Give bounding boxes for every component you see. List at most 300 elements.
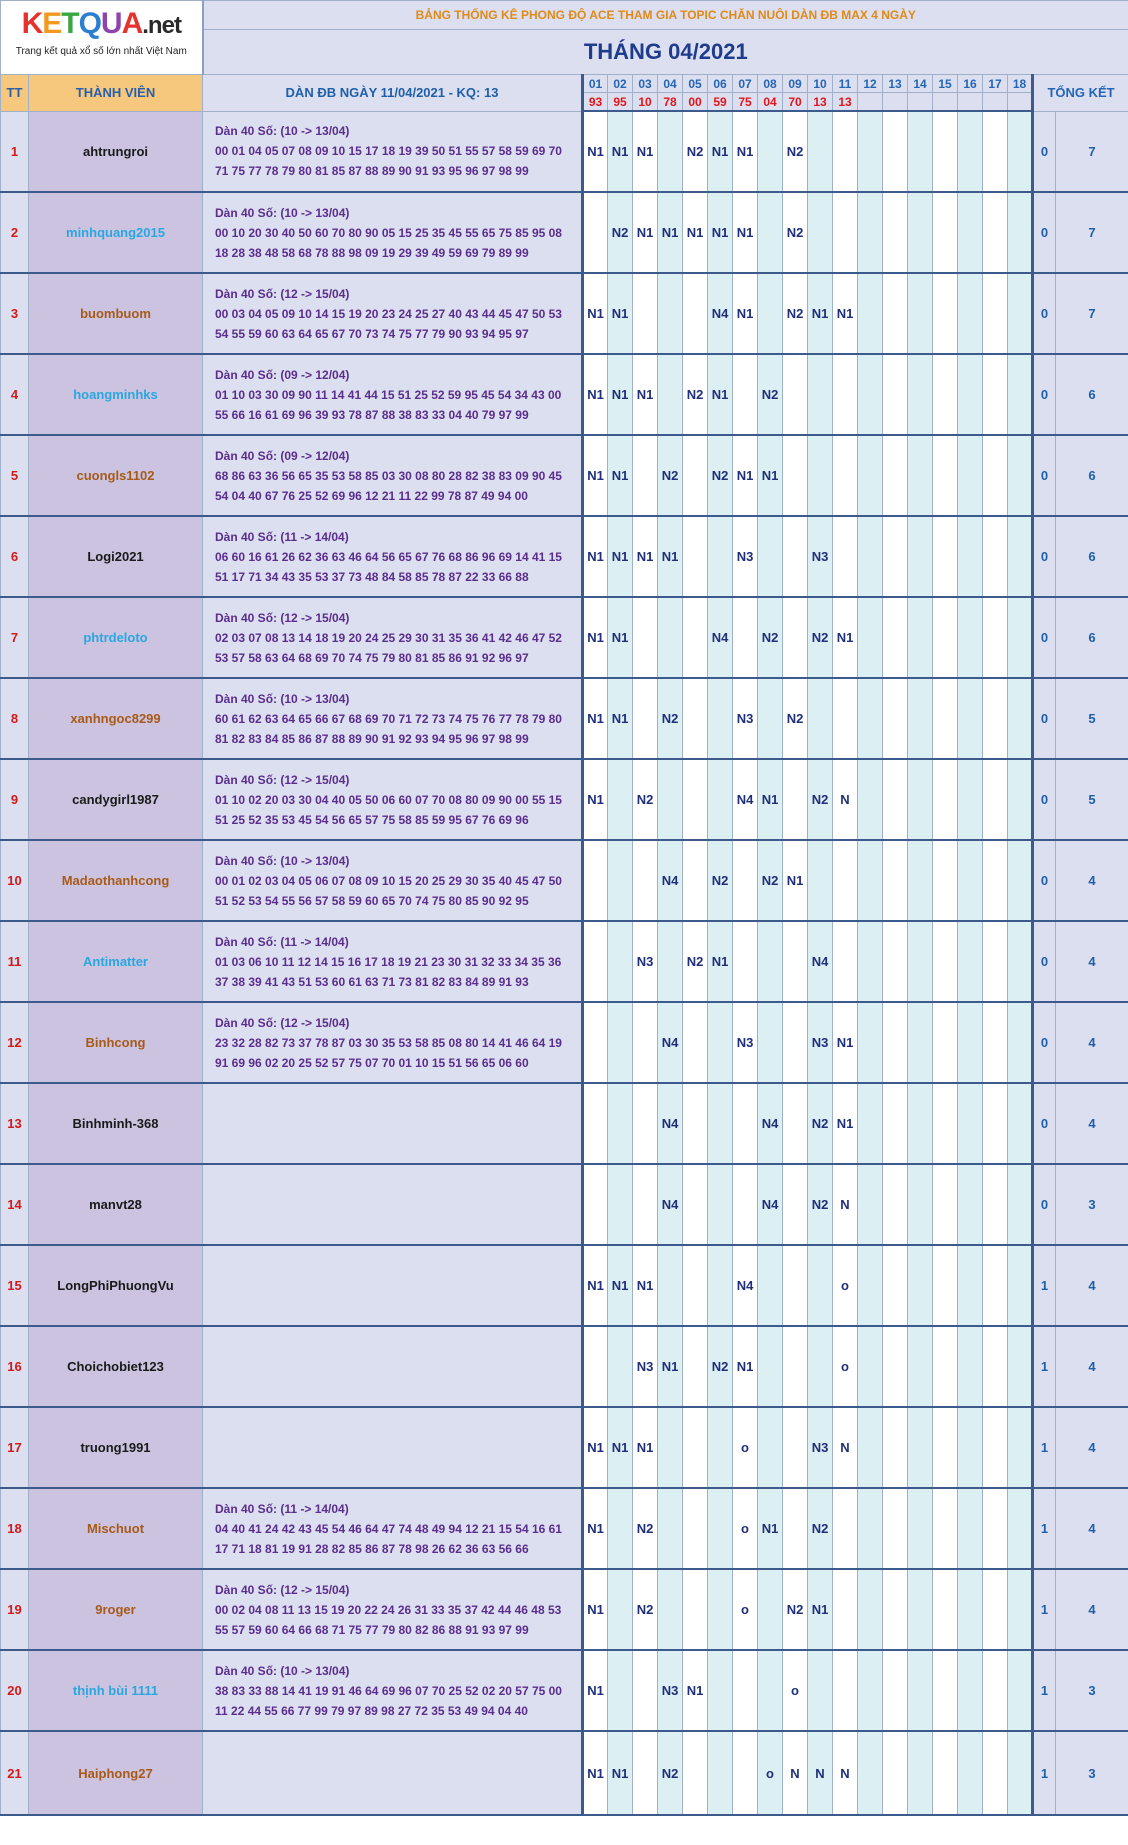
day-cell: [958, 597, 983, 678]
day-header: 05: [683, 75, 708, 93]
member-name[interactable]: phtrdeloto: [29, 597, 203, 678]
day-cell: [858, 1326, 883, 1407]
dan-numbers: [203, 1245, 583, 1326]
member-name[interactable]: LongPhiPhuongVu: [29, 1245, 203, 1326]
summary-miss: 0: [1033, 273, 1056, 354]
row-number: 5: [1, 435, 29, 516]
day-cell: [858, 273, 883, 354]
day-cell: [833, 1488, 858, 1569]
logo-letter: E: [42, 6, 62, 40]
day-cell: [933, 273, 958, 354]
summary-miss: 0: [1033, 597, 1056, 678]
day-cell: [983, 1326, 1008, 1407]
day-cell: [633, 1083, 658, 1164]
day-cell: [958, 678, 983, 759]
day-cell: N1: [608, 1731, 633, 1815]
logo-letter: A: [121, 6, 143, 40]
day-cell: [808, 840, 833, 921]
day-cell: [958, 354, 983, 435]
logo-suffix: .net: [142, 11, 181, 39]
day-cell: [883, 354, 908, 435]
day-cell: [933, 759, 958, 840]
member-name[interactable]: Antimatter: [29, 921, 203, 1002]
day-cell: [983, 759, 1008, 840]
day-cell: N1: [583, 1731, 608, 1815]
day-cell: [958, 1083, 983, 1164]
day-cell: N4: [708, 597, 733, 678]
day-cell: [783, 1245, 808, 1326]
dan-line: 06 60 16 61 26 62 36 63 46 64 56 65 67 76 68 86 96 69 14 41 15: [215, 549, 562, 564]
summary-hit: 4: [1056, 1083, 1128, 1164]
day-cell: o: [758, 1731, 783, 1815]
header-tt: TT: [1, 75, 29, 112]
day-cell: [983, 435, 1008, 516]
day-cell: [583, 192, 608, 273]
day-cell: N1: [583, 516, 608, 597]
dan-line: 37 38 39 41 43 51 53 60 61 63 71 73 81 82 83 84 89 91 93: [215, 974, 529, 989]
day-cell: [858, 111, 883, 192]
day-cell: [958, 1326, 983, 1407]
table-row: [1, 678, 1128, 759]
day-cell: [1008, 111, 1033, 192]
table-row: [1, 759, 1128, 840]
day-cell: [1008, 840, 1033, 921]
day-cell: N2: [658, 435, 683, 516]
logo-letter: U: [100, 6, 122, 40]
day-cell: [1008, 192, 1033, 273]
summary-hit: 4: [1056, 1407, 1128, 1488]
summary-miss: 1: [1033, 1245, 1056, 1326]
day-cell: [808, 1245, 833, 1326]
day-cell: N: [783, 1731, 808, 1815]
day-cell: N1: [708, 921, 733, 1002]
day-cell: N2: [633, 759, 658, 840]
day-cell: [958, 516, 983, 597]
day-result: 00: [683, 93, 708, 112]
member-name[interactable]: ahtrungroi: [29, 111, 203, 192]
summary-miss: 1: [1033, 1731, 1056, 1815]
day-cell: [983, 921, 1008, 1002]
member-name[interactable]: manvt28: [29, 1164, 203, 1245]
table-row: [1, 192, 1128, 273]
member-name[interactable]: Haiphong27: [29, 1731, 203, 1815]
day-cell: [708, 1488, 733, 1569]
day-cell: N1: [733, 435, 758, 516]
logo-letter: T: [61, 6, 79, 40]
day-cell: [958, 1569, 983, 1650]
day-cell: [908, 597, 933, 678]
day-cell: [658, 1488, 683, 1569]
day-cell: [908, 921, 933, 1002]
day-cell: [858, 1002, 883, 1083]
day-result: [958, 93, 983, 112]
day-cell: [933, 1569, 958, 1650]
day-cell: [683, 1002, 708, 1083]
day-cell: [708, 1407, 733, 1488]
day-cell: N3: [658, 1650, 683, 1731]
day-cell: N2: [808, 1083, 833, 1164]
day-cell: [908, 1650, 933, 1731]
day-cell: [1008, 759, 1033, 840]
member-name[interactable]: hoangminhks: [29, 354, 203, 435]
day-cell: [933, 1407, 958, 1488]
day-cell: [708, 1731, 733, 1815]
day-cell: [658, 111, 683, 192]
day-cell: [858, 1164, 883, 1245]
day-cell: [633, 1164, 658, 1245]
day-cell: N1: [658, 1326, 683, 1407]
day-cell: [633, 678, 658, 759]
day-cell: [758, 1002, 783, 1083]
day-cell: [658, 1569, 683, 1650]
day-cell: N1: [583, 678, 608, 759]
day-cell: [783, 597, 808, 678]
day-cell: [608, 921, 633, 1002]
member-name[interactable]: Binhcong: [29, 1002, 203, 1083]
day-header: 11: [833, 75, 858, 93]
dan-numbers: [203, 435, 583, 516]
day-cell: [908, 1569, 933, 1650]
dan-line: 51 25 52 35 53 45 54 56 65 57 75 58 85 59 95 67 76 69 96: [215, 812, 529, 827]
day-cell: [783, 1002, 808, 1083]
header-summary: TỔNG KẾT: [1033, 75, 1128, 112]
day-header: 18: [1008, 75, 1033, 93]
dan-line: 54 04 40 67 76 25 52 69 96 12 21 11 22 99 78 87 49 94 00: [215, 488, 528, 503]
day-cell: [983, 678, 1008, 759]
table-row: [1, 1002, 1128, 1083]
day-cell: [883, 1083, 908, 1164]
summary-hit: 4: [1056, 1002, 1128, 1083]
dan-line: 38 83 33 88 14 41 19 91 46 64 69 96 07 70 25 52 02 20 57 75 00: [215, 1683, 562, 1698]
day-cell: [683, 1083, 708, 1164]
day-cell: N1: [633, 111, 658, 192]
day-result: 93: [583, 93, 608, 112]
dan-line: 00 02 04 08 11 13 15 19 20 22 24 26 31 33 35 37 42 44 46 48 53: [215, 1602, 562, 1617]
day-cell: [908, 1326, 933, 1407]
summary-hit: 5: [1056, 759, 1128, 840]
day-cell: [958, 273, 983, 354]
day-cell: [783, 516, 808, 597]
day-cell: [733, 1083, 758, 1164]
day-cell: [708, 1245, 733, 1326]
day-cell: [883, 678, 908, 759]
day-cell: N2: [758, 354, 783, 435]
summary-hit: 5: [1056, 678, 1128, 759]
day-cell: [758, 192, 783, 273]
dan-numbers: [203, 273, 583, 354]
day-header: 13: [883, 75, 908, 93]
day-cell: [858, 1407, 883, 1488]
summary-miss: 0: [1033, 759, 1056, 840]
day-cell: N1: [658, 516, 683, 597]
day-cell: N4: [733, 1245, 758, 1326]
day-cell: [883, 921, 908, 1002]
day-cell: [758, 111, 783, 192]
summary-miss: 0: [1033, 1083, 1056, 1164]
day-cell: N1: [583, 273, 608, 354]
day-cell: [958, 435, 983, 516]
day-cell: [633, 435, 658, 516]
day-cell: N4: [758, 1164, 783, 1245]
day-cell: [758, 273, 783, 354]
day-cell: [883, 1569, 908, 1650]
day-cell: N1: [583, 597, 608, 678]
day-cell: [983, 516, 1008, 597]
day-cell: [683, 1488, 708, 1569]
day-cell: N2: [683, 354, 708, 435]
day-cell: [633, 1650, 658, 1731]
row-number: 8: [1, 678, 29, 759]
day-cell: N2: [683, 111, 708, 192]
day-cell: N2: [658, 1731, 683, 1815]
day-cell: [833, 840, 858, 921]
dan-numbers: [203, 1002, 583, 1083]
day-cell: [858, 1488, 883, 1569]
dan-line: 11 22 44 55 66 77 99 79 97 89 98 27 72 35 53 49 94 04 40: [215, 1703, 528, 1718]
day-cell: [583, 1002, 608, 1083]
day-cell: N1: [583, 1245, 608, 1326]
day-cell: [808, 354, 833, 435]
row-number: 15: [1, 1245, 29, 1326]
summary-miss: 1: [1033, 1650, 1056, 1731]
member-name[interactable]: Madaothanhcong: [29, 840, 203, 921]
day-cell: N2: [633, 1488, 658, 1569]
member-name[interactable]: thịnh bùi 1111: [29, 1650, 203, 1731]
day-cell: [1008, 678, 1033, 759]
dan-line: 04 40 41 24 42 43 45 54 46 64 47 74 48 49 94 12 21 15 54 16 61: [215, 1521, 562, 1536]
day-cell: [908, 840, 933, 921]
dan-numbers: [203, 1407, 583, 1488]
dan-line: 01 10 03 30 09 90 11 14 41 44 15 51 25 52 59 95 45 54 34 43 00: [215, 387, 562, 402]
dan-line: 51 52 53 54 55 56 57 58 59 60 65 70 74 75 80 85 90 92 95: [215, 893, 529, 908]
row-number: 3: [1, 273, 29, 354]
day-header: 15: [933, 75, 958, 93]
day-cell: N1: [583, 1569, 608, 1650]
row-number: 13: [1, 1083, 29, 1164]
day-cell: o: [833, 1245, 858, 1326]
day-cell: N4: [808, 921, 833, 1002]
dan-numbers: [203, 921, 583, 1002]
day-cell: [883, 1650, 908, 1731]
day-cell: [983, 1002, 1008, 1083]
day-cell: [933, 516, 958, 597]
dan-line: 60 61 62 63 64 65 66 67 68 69 70 71 72 73 74 75 76 77 78 79 80: [215, 711, 562, 726]
day-cell: N1: [583, 435, 608, 516]
day-cell: [858, 759, 883, 840]
day-cell: [958, 1002, 983, 1083]
day-cell: [983, 273, 1008, 354]
month-title: THÁNG 04/2021: [203, 30, 1128, 75]
day-cell: o: [833, 1326, 858, 1407]
summary-miss: 0: [1033, 678, 1056, 759]
day-cell: [833, 111, 858, 192]
day-cell: [608, 1002, 633, 1083]
day-cell: [958, 192, 983, 273]
day-cell: N1: [608, 111, 633, 192]
row-number: 20: [1, 1650, 29, 1731]
summary-miss: 1: [1033, 1326, 1056, 1407]
day-result: [933, 93, 958, 112]
day-cell: [858, 435, 883, 516]
member-name[interactable]: cuongls1102: [29, 435, 203, 516]
day-cell: N1: [783, 840, 808, 921]
day-result: 59: [708, 93, 733, 112]
day-cell: [658, 1407, 683, 1488]
day-cell: [1008, 1488, 1033, 1569]
day-cell: [658, 1245, 683, 1326]
member-name[interactable]: Logi2021: [29, 516, 203, 597]
day-cell: [833, 354, 858, 435]
day-cell: [1008, 1245, 1033, 1326]
day-cell: [883, 516, 908, 597]
day-cell: [883, 1731, 908, 1815]
member-name[interactable]: Mischuot: [29, 1488, 203, 1569]
day-cell: [608, 1083, 633, 1164]
dan-line: Dàn 40 Số: (12 -> 15/04): [215, 1015, 350, 1030]
day-cell: [933, 921, 958, 1002]
day-cell: [758, 1245, 783, 1326]
day-cell: N1: [833, 1002, 858, 1083]
day-cell: [908, 1002, 933, 1083]
member-name[interactable]: Choichobiet123: [29, 1326, 203, 1407]
dan-numbers: [203, 1650, 583, 1731]
day-cell: N1: [583, 1407, 608, 1488]
dan-numbers: [203, 1731, 583, 1815]
day-cell: [783, 1326, 808, 1407]
day-cell: [933, 597, 958, 678]
day-header: 09: [783, 75, 808, 93]
summary-hit: 6: [1056, 597, 1128, 678]
day-cell: [908, 678, 933, 759]
day-header: 14: [908, 75, 933, 93]
summary-hit: 4: [1056, 1569, 1128, 1650]
day-cell: [833, 435, 858, 516]
member-name[interactable]: buombuom: [29, 273, 203, 354]
summary-hit: 6: [1056, 435, 1128, 516]
day-cell: [933, 840, 958, 921]
row-number: 16: [1, 1326, 29, 1407]
day-cell: [958, 1407, 983, 1488]
day-cell: [833, 192, 858, 273]
day-result: [983, 93, 1008, 112]
day-cell: [833, 516, 858, 597]
day-cell: [783, 1407, 808, 1488]
dan-numbers: [203, 516, 583, 597]
dan-numbers: [203, 1164, 583, 1245]
row-number: 4: [1, 354, 29, 435]
day-cell: N3: [633, 1326, 658, 1407]
day-cell: [683, 1407, 708, 1488]
table-row: [1, 1083, 1128, 1164]
day-cell: [983, 192, 1008, 273]
day-cell: N1: [633, 1245, 658, 1326]
member-name[interactable]: xanhngoc8299: [29, 678, 203, 759]
day-cell: [958, 921, 983, 1002]
day-cell: N2: [783, 111, 808, 192]
member-name[interactable]: Binhminh-368: [29, 1083, 203, 1164]
day-cell: N1: [583, 1650, 608, 1731]
summary-hit: 4: [1056, 1488, 1128, 1569]
day-cell: [958, 111, 983, 192]
day-cell: N2: [633, 1569, 658, 1650]
summary-hit: 3: [1056, 1650, 1128, 1731]
table-row: [1, 435, 1128, 516]
day-cell: [608, 840, 633, 921]
member-name[interactable]: minhquang2015: [29, 192, 203, 273]
logo[interactable]: [1, 1, 203, 75]
member-name[interactable]: 9roger: [29, 1569, 203, 1650]
day-cell: N1: [683, 1650, 708, 1731]
member-name[interactable]: truong1991: [29, 1407, 203, 1488]
day-result: [858, 93, 883, 112]
day-cell: [883, 435, 908, 516]
day-cell: [933, 435, 958, 516]
day-cell: [633, 1731, 658, 1815]
row-number: 9: [1, 759, 29, 840]
day-cell: [933, 1650, 958, 1731]
header-dan: DÀN ĐB NGÀY 11/04/2021 - KQ: 13: [203, 75, 583, 112]
day-cell: [958, 1488, 983, 1569]
day-result: 78: [658, 93, 683, 112]
day-cell: [583, 921, 608, 1002]
day-cell: [858, 678, 883, 759]
day-cell: [933, 1245, 958, 1326]
day-header: 03: [633, 75, 658, 93]
day-cell: [858, 1731, 883, 1815]
day-header: 16: [958, 75, 983, 93]
day-cell: [983, 111, 1008, 192]
day-header: 02: [608, 75, 633, 93]
day-cell: N1: [608, 1407, 633, 1488]
member-name[interactable]: candygirl1987: [29, 759, 203, 840]
row-number: 21: [1, 1731, 29, 1815]
day-cell: [758, 1326, 783, 1407]
row-number: 6: [1, 516, 29, 597]
summary-hit: 7: [1056, 111, 1128, 192]
day-cell: [958, 840, 983, 921]
table-row: [1, 1407, 1128, 1488]
day-cell: [658, 921, 683, 1002]
summary-miss: 0: [1033, 921, 1056, 1002]
dan-line: Dàn 40 Số: (12 -> 15/04): [215, 772, 350, 787]
dan-line: 01 10 02 20 03 30 04 40 05 50 06 60 07 70 08 80 09 90 00 55 15: [215, 792, 562, 807]
day-cell: [608, 1650, 633, 1731]
summary-miss: 0: [1033, 354, 1056, 435]
day-cell: N1: [808, 1569, 833, 1650]
day-cell: [683, 1731, 708, 1815]
day-header: 10: [808, 75, 833, 93]
day-cell: N4: [658, 840, 683, 921]
summary-miss: 0: [1033, 1164, 1056, 1245]
dan-line: 17 71 18 81 19 91 28 82 85 86 87 78 98 26 62 36 63 56 66: [215, 1541, 529, 1556]
dan-line: 00 03 04 05 09 10 14 15 19 20 23 24 25 27 40 43 44 45 47 50 53: [215, 306, 562, 321]
day-result: [883, 93, 908, 112]
row-number: 12: [1, 1002, 29, 1083]
dan-line: Dàn 40 Số: (10 -> 13/04): [215, 205, 350, 220]
day-cell: [783, 759, 808, 840]
day-cell: [858, 516, 883, 597]
day-cell: [983, 354, 1008, 435]
day-cell: [833, 921, 858, 1002]
day-cell: [908, 1407, 933, 1488]
day-cell: [858, 921, 883, 1002]
dan-line: 23 32 28 82 73 37 78 87 03 30 35 53 58 85 08 80 14 41 46 64 19: [215, 1035, 562, 1050]
day-cell: [1008, 597, 1033, 678]
day-cell: N4: [658, 1164, 683, 1245]
day-cell: [783, 354, 808, 435]
day-cell: [983, 840, 1008, 921]
day-cell: [758, 1569, 783, 1650]
